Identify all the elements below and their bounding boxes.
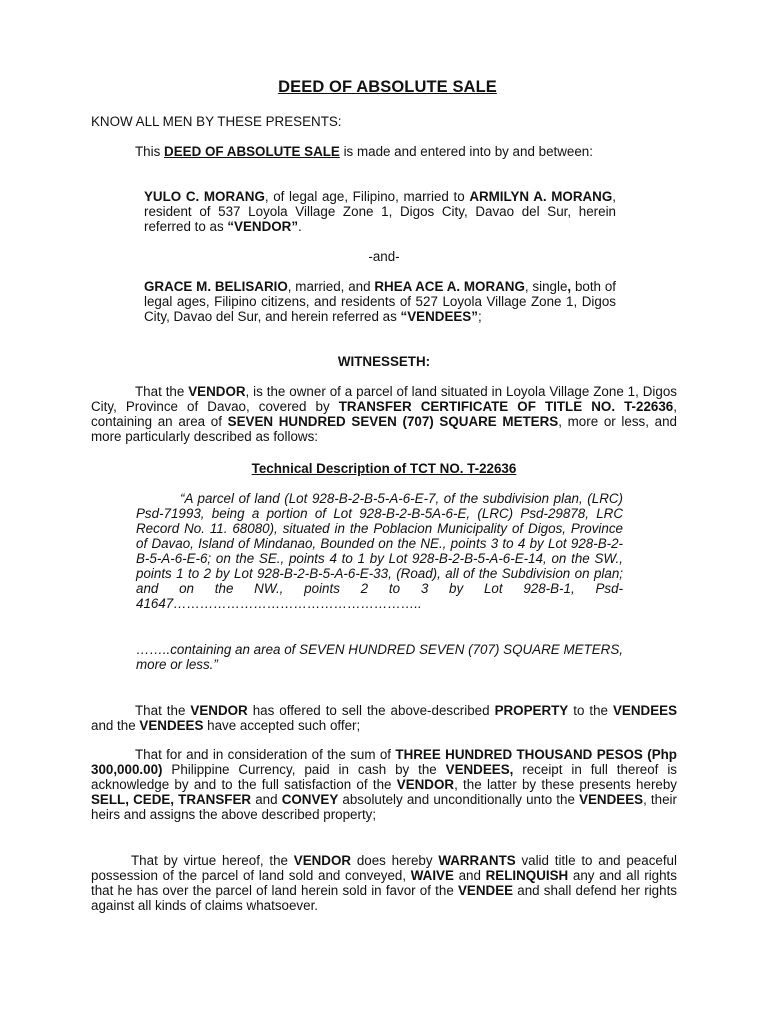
intro-text-end: is made and entered into by and between: xyxy=(339,144,593,159)
intro-deed-title: DEED OF ABSOLUTE SALE xyxy=(164,144,340,159)
and-text: -and- xyxy=(368,249,400,264)
tech-description-heading xyxy=(91,461,677,476)
para4-warrants: WARRANTS xyxy=(438,853,516,868)
para2-text-1: That the xyxy=(135,703,191,718)
para1-text-1: That the xyxy=(135,384,189,399)
tech-description xyxy=(136,491,623,611)
vendor-spouse-name: ARMILYN A. MORANG xyxy=(469,189,613,204)
vendee-text: , married, and xyxy=(287,279,375,294)
ownership-paragraph xyxy=(91,384,677,444)
para2-text-3: to the xyxy=(568,703,613,718)
para4-text-1: That by virtue hereof, the xyxy=(131,853,294,868)
intro-text: This xyxy=(135,144,165,159)
salutation-text: KNOW ALL MEN BY THESE PRESENTS: xyxy=(91,114,342,129)
para3-text-4: , the latter by these presents hereby xyxy=(454,777,677,792)
para2-vendees-1: VENDEES xyxy=(613,703,677,718)
para3-vendees-2: VENDEES xyxy=(579,792,644,807)
vendee-comma: , xyxy=(567,279,572,294)
tech-heading-text: Technical Description of TCT NO. T-22636 xyxy=(251,461,517,476)
para3-text-1: That for and in consideration of the sum of xyxy=(135,747,396,762)
vendee-address: both of legal ages, Filipino citizens, and residents of 527 Loyola Village Zone 1, Digos City, Davao del Sur, and herein referred as xyxy=(144,279,616,324)
tech-area-text: ……..containing an area of SEVEN HUNDRED SEVEN (707) SQUARE METERS, more or less.” xyxy=(136,642,623,672)
para3-text-3: receipt in full thereof is acknowledge by and to the full satisfaction of the xyxy=(91,762,677,792)
vendee-name-2: RHEA ACE A. MORANG xyxy=(374,279,525,294)
tech-area xyxy=(136,642,623,672)
vendor-period: . xyxy=(298,219,302,234)
para1-text-2: , is the owner of a parcel of land situated in Loyola Village Zone 1, Digos City, Province of Davao, covered by xyxy=(91,384,677,414)
para4-text-4: and xyxy=(453,868,486,883)
para1-text-3: , containing an area of xyxy=(91,399,677,429)
intro-paragraph xyxy=(91,144,691,159)
para3-text-7: , their heirs and assigns the above described property; xyxy=(91,792,677,822)
vendor-text: , of legal age, Filipino, married to xyxy=(264,189,470,204)
para3-text-6: absolutely and unconditionally unto the xyxy=(338,792,580,807)
para4-text-3: valid title to and peaceful possession of the parcel of land sold and conveyed, xyxy=(91,853,677,883)
para2-text-2: has offered to sell the above-described xyxy=(247,703,495,718)
para2-property: PROPERTY xyxy=(494,703,569,718)
para3-convey: CONVEY xyxy=(281,792,339,807)
para1-area: SEVEN HUNDRED SEVEN (707) SQUARE METERS xyxy=(227,414,559,429)
tech-desc-text: “A parcel of land (Lot 928-B-2-B-5-A-6-E-7, of the subdivision plan, (LRC) Psd-71993, being a portion of Lot 928-B-2-B-5A-6-E, (LRC) Psd-29878, LRC Record No. 11. 68080), situated in the Poblacion Municipality of Digos, Province of Davao, Island of Mindanao, Bounded on the NE., points 3 to 4 by Lot 928-B-2-B-5-A-6-E-6; on the SE., points 4 to 1 by Lot 928-B-2-B-5-A-6-E-14, on the SW., points 1 to 2 by Lot 928-B-2-B-5-A-6-E-33, (Road), all of the Subdivision on plan; and on the NW., points 2 to 3 by Lot 928-B-1, Psd-41647……………………………………………….. xyxy=(136,491,623,611)
vendee-status: , single xyxy=(524,279,568,294)
para3-vendees: VENDEES, xyxy=(445,762,514,777)
vendor-party xyxy=(144,189,616,234)
para4-vendor: VENDOR xyxy=(293,853,352,868)
vendor-address: , resident of 537 Loyola Village Zone 1, Digos City, Davao del Sur, herein referred to as xyxy=(144,189,616,234)
vendees-party xyxy=(144,279,616,324)
para3-sell-cede: SELL, CEDE, TRANSFER xyxy=(91,792,252,807)
para2-vendor: VENDOR xyxy=(190,703,248,718)
para3-text-2: Philippine Currency, paid in cash by the xyxy=(162,762,446,777)
para4-text-2: does hereby xyxy=(351,853,439,868)
para3-text-5: and xyxy=(251,792,282,807)
vendor-name: YULO C. MORANG xyxy=(144,189,265,204)
para3-price: THREE HUNDRED THOUSAND PESOS (Php 300,000.00) xyxy=(91,747,677,777)
para3-vendor: VENDOR xyxy=(396,777,455,792)
para4-relinquish: RELINQUISH xyxy=(485,868,569,883)
para2-vendees-2: VENDEES xyxy=(139,718,204,733)
para4-waive: WAIVE xyxy=(410,868,454,883)
para1-vendor: VENDOR xyxy=(188,384,246,399)
witnesseth-heading xyxy=(91,354,677,369)
document-title: DEED OF ABSOLUTE SALE xyxy=(278,78,497,96)
para1-title-no: TRANSFER CERTIFICATE OF TITLE NO. T-22636 xyxy=(338,399,674,414)
para2-text-5: have accepted such offer; xyxy=(203,718,361,733)
vendee-role: “VENDEES” xyxy=(400,309,478,324)
para4-text-5: any and all rights that he has over the parcel of land herein sold in favor of the xyxy=(91,868,677,898)
para4-vendee: VENDEE xyxy=(457,883,514,898)
offer-paragraph xyxy=(91,703,677,733)
warranty-paragraph xyxy=(91,853,677,913)
witnesseth-text: WITNESSETH: xyxy=(337,354,431,369)
vendor-role: “VENDOR” xyxy=(227,219,299,234)
salutation xyxy=(91,114,691,129)
para2-text-4: and the xyxy=(91,718,140,733)
vendee-semicolon: ; xyxy=(477,309,482,324)
para1-text-4: , more or less, and more particularly described as follows: xyxy=(91,414,677,444)
vendee-name-1: GRACE M. BELISARIO xyxy=(144,279,288,294)
and-separator xyxy=(144,249,624,264)
para4-text-6: and shall defend her rights against all kinds of claims whatsoever. xyxy=(91,883,677,913)
consideration-paragraph xyxy=(91,747,677,822)
